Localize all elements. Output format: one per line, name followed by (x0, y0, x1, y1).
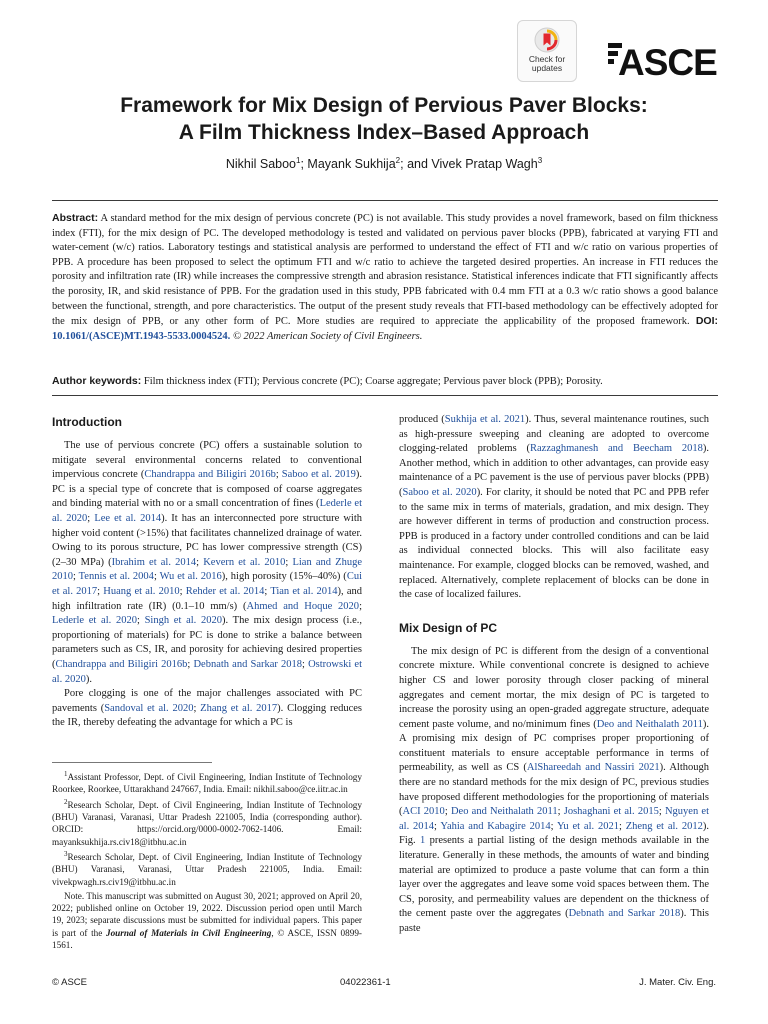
paragraph-text: ). It has an interconnected pore structure with higher void content (>15%) that facilitates channelized drainage of water. Owing to its porous structure, PC has lower compressive strength (CS) (2–30 MPa) ( (52, 512, 363, 568)
paragraph-text: ; (153, 571, 160, 583)
paragraph-text: ; (618, 820, 626, 832)
paragraph-text: ), high porosity (15%–40%) ( (221, 571, 347, 583)
citation-link[interactable]: Deo and Neithalath 2011 (450, 806, 558, 818)
paragraph-text: ). For clarity, it should be noted that PC and PPB refer to the same mix in terms of materials, gradation, and mix design. They are however different in terms of production and construction process. PPB is produced in a factory under controlled conditions and can be laid as individual connected blocks. This will also facilitate easy maintenance. For example, clogged blocks can be removed, washed, and replaced. Alternatively, complete replacement of blocks can be done in the case of localized failures. (399, 486, 710, 601)
author-2-affil[interactable]: 2 (395, 156, 401, 165)
citation-link[interactable]: Ahmed and Hoque 2020 (246, 600, 360, 612)
author-separator: ; (300, 157, 308, 172)
paragraph-text: ; (136, 615, 145, 627)
paragraph-text: ). Thus, several maintenance routines, such as high-pressure sweeping and cleaning are adopted to overcome clogging-related problems ( (399, 414, 709, 455)
paragraph-text: ). Fig. (399, 820, 709, 847)
footnote-3-marker: 3 (64, 849, 68, 858)
bookmark-update-icon (534, 27, 560, 53)
citation-link[interactable]: Kevern et al. 2010 (203, 556, 286, 568)
paragraph-text: ; (302, 658, 309, 670)
asce-logo-text: ASCE (618, 42, 717, 80)
citation-link[interactable]: Zhang et al. 2017 (200, 702, 278, 714)
title-line-1: Framework for Mix Design of Pervious Paver Blocks: (120, 94, 648, 117)
paragraph-text: ). PC is a special type of concrete that is composed of coarse aggregates and binding material with no or a small concentration of fines ( (52, 469, 362, 510)
citation-link[interactable]: Lederle et al. 2020 (52, 498, 362, 524)
citation-link[interactable]: Lee et al. 2014 (94, 512, 162, 524)
paragraph-text: ; (550, 820, 557, 832)
citation-link[interactable]: Yu et al. 2021 (556, 820, 619, 832)
paragraph-text: produced ( (399, 414, 445, 425)
paragraph-text: The mix design of PC is different from the design of a conventional concrete mixture. While conventional concrete is designed to achieve higher CS and lower porosity through closer packing of mineral aggregates and cement mortar, the mix design of PC is targeted to increase the porosity using an open-graded aggregate structure, adequate cement paste volume, and no/minimum fines ( (399, 645, 709, 730)
footnote-3 (52, 848, 362, 888)
citation-link[interactable]: Sukhija et al. 2021 (444, 414, 526, 425)
badge-label (518, 55, 576, 73)
manuscript-note-text: Note. This manuscript was submitted on August 30, 2021; approved on April 20, 2022; published online on October 19, 2022. Discussion period open until March 19, 2023; separate discussions must be submitted for individual papers. This paper is part of the (52, 890, 362, 938)
author-3-affil[interactable]: 3 (537, 156, 543, 165)
citation-link[interactable]: AlShareedah and Nassiri 2021 (526, 762, 660, 774)
paragraph-text: ). A promising mix design of PC comprises proper proportioning of constituent materials to ensure acceptable performance in terms of permeability, as well as CS ( (399, 718, 709, 774)
paragraph-text: The use of pervious concrete (PC) offers a sustainable solution to mitigate several environmental concerns related to conventional impervious concrete ( (52, 440, 362, 481)
manuscript-note (52, 890, 362, 951)
footnote-1-text: Assistant Professor, Dept. of Civil Engineering, Indian Institute of Technology Roorkee, Roorkee, Uttarakhand 247667, India. Email: nikhil.saboo@ce.iitr.ac.in (52, 772, 362, 795)
paragraph-text: ; (557, 806, 564, 818)
citation-link[interactable]: Debnath and Sarkar 2018 (568, 908, 681, 920)
abstract (52, 211, 718, 344)
paragraph-text: ; (359, 600, 362, 612)
citation-link[interactable]: Sandoval et al. 2020 (104, 702, 194, 714)
paragraph-text: ; (196, 556, 204, 568)
citation-link[interactable]: Saboo et al. 2019 (281, 469, 356, 481)
intro-paragraph-3 (399, 413, 709, 603)
issn-text: , © ASCE, ISSN 0899-1561. (52, 927, 362, 951)
paragraph-text: ; (97, 585, 104, 597)
citation-link[interactable]: Lederle et al. 2020 (52, 615, 137, 627)
citation-link[interactable]: Rehder et al. 2014 (185, 585, 265, 597)
footnote-3-text: Research Scholar, Dept. of Civil Engineering, Indian Institute of Technology (BHU) Varanasi, Varanasi, Uttar Pradesh 221005, India. Email: vivekpwagh.rs.civ19@itbhu.ac.in (52, 851, 362, 887)
title-line-2: A Film Thickness Index–Based Approach (178, 121, 590, 144)
citation-link[interactable]: Nguyen et al. 2014 (399, 806, 710, 832)
paragraph-text: ; (264, 585, 271, 597)
abstract-text: A standard method for the mix design of pervious concrete (PC) is not available. This study provides a novel framework, based on film thickness index (FTI), for the mix design of PC. The developed methodology is tested and validated on pervious paver blocks (PPB), fabricated at varying FTI and water-cement (w/c) ratios. Laboratory testings and statistical analysis are performed to understand the effect of FTI and w/c ratio on various properties of PPB. A procedure has been proposed to select the optimum FTI and w/c ratio to achieve the targeted desired properties. An increase in FTI reduces the porosity and infiltration rate (IR) while increases the compressive strength and abrasion resistance. Statistical inferences indicate that FTI significantly affects the porosity, IR, and skid resistance of PPB. For the gradation used in this study, PPB fabricated with 0.4 mm FTI at a 0.3 w/c ratio shows a good balance between the functional, strength, and pore characteristics. The output of the present study reveals that FTI-based methodology can be effectively adopted for the mix design of PPB, or any other form of PC. More studies are required to appreciate the applicability of the proposed framework. (52, 213, 718, 328)
section-heading-introduction: Introduction (52, 415, 122, 429)
citation-link[interactable]: Tian et al. 2014 (270, 585, 338, 597)
doi-label: DOI: (695, 315, 718, 328)
citation-link[interactable]: Chandrappa and Biligiri 2016b (144, 469, 276, 481)
doi-link[interactable]: 10.1061/(ASCE)MT.1943-5533.0004524. (52, 330, 231, 342)
paragraph-text: ). Another method, which in addition to other advantages, can provide easy maintenance of a PC pavement is the use of pervious paver blocks (PPB) ( (399, 443, 709, 498)
keywords-text: Film thickness index (FTI); Pervious concrete (PC); Coarse aggregate; Pervious paver block (PPB); Porosity. (141, 376, 603, 387)
paragraph-text: ). This paste (399, 908, 709, 934)
paragraph-text: ). Clogging reduces the IR, thereby defeating the advantage for which a PC is (52, 702, 363, 729)
footer-article-number: 04022361-1 (340, 977, 391, 988)
author-1[interactable]: Nikhil Saboo (225, 157, 297, 172)
citation-link[interactable]: Cui et al. 2017 (52, 571, 362, 597)
author-keywords (52, 374, 718, 390)
citation-link[interactable]: Lian and Zhuge 2010 (52, 556, 362, 583)
citation-link[interactable]: Singh et al. 2020 (144, 615, 223, 627)
paragraph-text: ). The mix design process (i.e., proportioning of materials) for PC is done to strike a balance between parameters such as CS, IR, and porosity for achieving desired properties ( (52, 615, 362, 670)
paragraph-text: ; (658, 806, 665, 818)
author-3[interactable]: Vivek Pratap Wagh (431, 157, 538, 172)
citation-link[interactable]: Huang et al. 2010 (103, 585, 180, 597)
citation-link[interactable]: Ostrowski et al. 2020 (52, 658, 362, 685)
citation-link[interactable]: 1 (420, 835, 426, 847)
citation-link[interactable]: Saboo et al. 2020 (402, 486, 477, 498)
paragraph-text: presents a partial listing of the design methods available in the literature. Generally in these methods, the amounts of water and binding material are optimized to produce a paste volume that can form a thin layer over the aggregates and leave some void spaces between them. The CS, porosity, and permeability values are dependent on the thickness of the cement paste over the aggregates ( (399, 835, 709, 920)
paragraph-text: ; (187, 658, 194, 670)
right-column (399, 413, 709, 937)
author-list (40, 156, 728, 171)
keywords-label: Author keywords: (52, 375, 142, 387)
badge-line-1: Check for (528, 54, 566, 64)
citation-link[interactable]: Wu et al. 2016 (159, 571, 222, 583)
citation-link[interactable]: Chandrappa and Biligiri 2016b (55, 658, 188, 670)
article-title (40, 92, 728, 146)
footnote-rule (52, 762, 212, 763)
section-heading-mix-design: Mix Design of PC (399, 620, 498, 635)
copyright-text: © 2022 American Society of Civil Engineers. (230, 330, 423, 342)
journal-name: Journal of Materials in Civil Engineering (105, 927, 272, 938)
citation-link[interactable]: Yahia and Kabagire 2014 (440, 820, 551, 832)
footnotes (52, 768, 362, 951)
paragraph-text: ; (275, 469, 282, 481)
citation-link[interactable]: Tennis et al. 2004 (78, 571, 154, 583)
left-column (52, 413, 362, 731)
citation-link[interactable]: Razzaghmanesh and Beecham 2018 (530, 443, 703, 455)
citation-link[interactable]: Joshaghani et al. 2015 (563, 806, 659, 818)
citation-link[interactable]: Zheng et al. 2012 (625, 820, 703, 832)
paragraph-text: ), and high infiltration rate (IR) (0.1–10 mm/s) ( (52, 585, 362, 612)
footnote-2-marker: 2 (64, 797, 68, 806)
citation-link[interactable]: Ibrahim et al. 2014 (111, 556, 197, 568)
footnote-2-text: Research Scholar, Dept. of Civil Engineering, Indian Institute of Technology (BHU) Varanasi, Varanasi, Uttar Pradesh 221005, India (corresponding author). ORCID: https://orcid.org/0000-0002-7062-1406. Email: mayanksukhija.rs.civ18@itbhu.ac.in (52, 799, 362, 847)
paragraph-text: ; (285, 556, 293, 568)
footnote-2 (52, 796, 362, 848)
paragraph-text: ; (87, 512, 95, 524)
author-2[interactable]: Mayank Sukhija (307, 157, 396, 172)
asce-logo (608, 40, 726, 80)
intro-paragraph-2 (52, 687, 362, 731)
footnote-1 (52, 768, 362, 796)
paragraph-text: ; (444, 806, 451, 818)
paragraph-text: Pore clogging is one of the major challenges associated with PC pavements ( (52, 688, 362, 714)
paragraph-text: ). Although there are no standard methods for the mix design of PC, previous studies have proposed different methodologies for the proportioning of materials ( (399, 762, 709, 818)
citation-link[interactable]: Deo and Neithalath 2011 (596, 718, 703, 730)
footnote-1-marker: 1 (64, 770, 68, 778)
abstract-top-rule (52, 200, 718, 201)
author-1-affil[interactable]: 1 (296, 156, 301, 165)
keywords-bottom-rule (52, 395, 718, 396)
badge-line-2: updates (531, 63, 563, 73)
abstract-label: Abstract: (52, 212, 99, 224)
footer-journal-abbrev: J. Mater. Civ. Eng. (639, 977, 716, 988)
citation-link[interactable]: Debnath and Sarkar 2018 (193, 658, 303, 670)
check-for-updates-badge[interactable] (517, 20, 577, 82)
footer-copyright: © ASCE (52, 977, 87, 988)
intro-paragraph-1 (52, 439, 362, 687)
author-separator: ; and (400, 157, 432, 172)
paragraph-text: ; (73, 571, 79, 583)
citation-link[interactable]: ACI 2010 (402, 806, 445, 818)
paragraph-text: ; (193, 702, 201, 714)
mix-design-paragraph-1 (399, 645, 709, 937)
paragraph-text: ; (179, 585, 186, 597)
paragraph-text: ). (85, 673, 92, 685)
paragraph-text: ; (434, 820, 441, 832)
